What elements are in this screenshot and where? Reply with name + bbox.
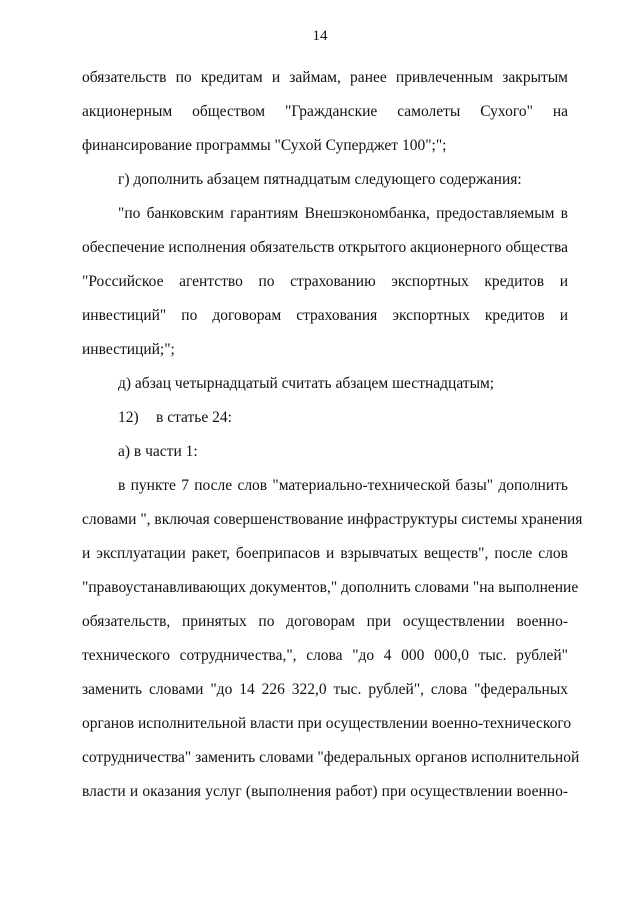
item-number: 12) [118, 409, 139, 426]
text-line: и эксплуатации ракет, боеприпасов и взрывчатых веществ", после слов [82, 545, 568, 562]
paragraph-g: г) дополнить абзацем пятнадцатым следующего содержания: [118, 171, 522, 188]
text-line: в пункте 7 после слов "материально-технической базы" дополнить [118, 477, 568, 494]
text-line: "по банковским гарантиям Внешэкономбанка, предоставляемым в [118, 205, 568, 222]
text-line: "правоустанавливающих документов," дополнить словами "на выполнение [82, 579, 579, 596]
page-number: 14 [312, 28, 328, 44]
text-line: власти и оказания услуг (выполнения работ) при осуществлении военно- [82, 783, 568, 800]
text-line: обязательств, принятых по договорам при осуществлении военно- [82, 613, 568, 630]
text-line: инвестиций" по договорам страхования экспортных кредитов и [82, 307, 568, 324]
item-12 [118, 409, 568, 427]
item-text: в статье 24: [156, 409, 232, 426]
paragraph-d: д) абзац четырнадцатый считать абзацем шестнадцатым; [118, 375, 495, 392]
text-line: заменить словами "до 14 226 322,0 тыс. рублей", слова "федеральных [82, 681, 568, 698]
text-line: финансирование программы "Сухой Суперджет 100";"; [82, 137, 447, 154]
text-line: "Российское агентство по страхованию экспортных кредитов и [82, 273, 568, 290]
text-line: технического сотрудничества,", слова "до 4 000 000,0 тыс. рублей" [82, 647, 568, 664]
text-line: обязательств по кредитам и займам, ранее привлеченным закрытым [82, 69, 568, 86]
text-line: акционерным обществом "Гражданские самолеты Сухого" на [82, 103, 568, 120]
paragraph-a: а) в части 1: [118, 443, 198, 460]
text-line: обеспечение исполнения обязательств открытого акционерного общества [82, 239, 568, 256]
text-line: инвестиций;"; [82, 341, 175, 358]
text-line: словами ", включая совершенствование инфраструктуры системы хранения [82, 511, 583, 528]
text-line: органов исполнительной власти при осуществлении военно-технического [82, 715, 572, 732]
text-line: сотрудничества" заменить словами "федеральных органов исполнительной [82, 749, 580, 766]
